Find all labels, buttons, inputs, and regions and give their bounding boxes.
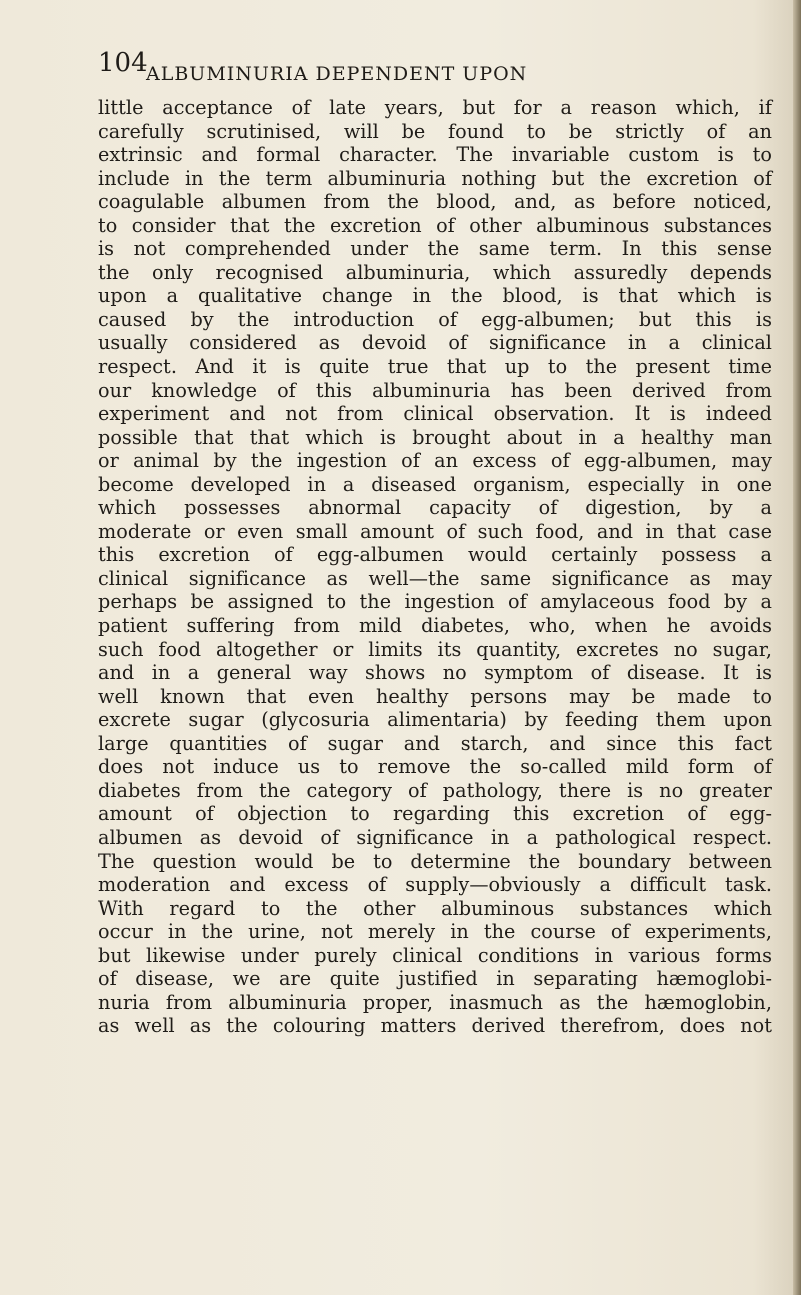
- text-line: excrete sugar (glycosuria alimentaria) by feeding them upon: [98, 708, 772, 732]
- page-binding-edge: [793, 0, 801, 1295]
- text-line: this excretion of egg-albumen would certainly possess a: [98, 543, 772, 567]
- body-text: [98, 96, 772, 1276]
- text-line: or animal by the ingestion of an excess of egg-albumen, may: [98, 449, 772, 473]
- text-line: but likewise under purely clinical conditions in various forms: [98, 943, 772, 967]
- running-title: ALBUMINURIA DEPENDENT UPON: [146, 63, 528, 85]
- text-line: patient suffering from mild diabetes, who, when he avoids: [98, 614, 772, 638]
- text-line: large quantities of sugar and starch, and since this fact: [98, 731, 772, 755]
- text-line: experiment and not from clinical observation. It is indeed: [98, 402, 772, 426]
- text-line: which possesses abnormal capacity of digestion, by a: [98, 496, 772, 520]
- text-line: the only recognised albuminuria, which assuredly depends: [98, 260, 772, 284]
- text-line: become developed in a diseased organism, especially in one: [98, 472, 772, 496]
- text-line: of disease, we are quite justified in separating hæmoglobi-: [98, 967, 772, 991]
- text-line: is not comprehended under the same term. In this sense: [98, 237, 772, 261]
- text-line: as well as the colouring matters derived therefrom, does not: [98, 1014, 772, 1038]
- text-line: moderate or even small amount of such food, and in that case: [98, 519, 772, 543]
- text-line: clinical significance as well—the same significance as may: [98, 566, 772, 590]
- text-line: diabetes from the category of pathology, there is no greater: [98, 778, 772, 802]
- text-line: our knowledge of this albuminuria has been derived from: [98, 378, 772, 402]
- page-number: 104: [98, 48, 148, 78]
- text-line: respect. And it is quite true that up to the present time: [98, 355, 772, 379]
- text-line: such food altogether or limits its quantity, excretes no sugar,: [98, 637, 772, 661]
- text-line: nuria from albuminuria proper, inasmuch as the hæmoglobin,: [98, 990, 772, 1014]
- running-head: [98, 50, 718, 90]
- text-line: carefully scrutinised, will be found to be strictly of an: [98, 119, 772, 143]
- text-line: to consider that the excretion of other albuminous substances: [98, 213, 772, 237]
- text-line: perhaps be assigned to the ingestion of amylaceous food by a: [98, 590, 772, 614]
- text-line: usually considered as devoid of significance in a clinical: [98, 331, 772, 355]
- text-line: include in the term albuminuria nothing but the excretion of: [98, 166, 772, 190]
- text-line: possible that that which is brought about in a healthy man: [98, 425, 772, 449]
- text-line: occur in the urine, not merely in the course of experiments,: [98, 920, 772, 944]
- text-line: amount of objection to regarding this excretion of egg-: [98, 802, 772, 826]
- text-line: With regard to the other albuminous substances which: [98, 896, 772, 920]
- text-line: does not induce us to remove the so-called mild form of: [98, 755, 772, 779]
- text-line: moderation and excess of supply—obviously a difficult task.: [98, 873, 772, 897]
- text-line: well known that even healthy persons may be made to: [98, 684, 772, 708]
- text-line: The question would be to determine the boundary between: [98, 849, 772, 873]
- text-line: and in a general way shows no symptom of disease. It is: [98, 661, 772, 685]
- text-line: coagulable albumen from the blood, and, as before noticed,: [98, 190, 772, 214]
- text-line: albumen as devoid of significance in a pathological respect.: [98, 825, 772, 849]
- text-line: caused by the introduction of egg-albumen; but this is: [98, 307, 772, 331]
- text-line: upon a qualitative change in the blood, is that which is: [98, 284, 772, 308]
- text-line: extrinsic and formal character. The invariable custom is to: [98, 143, 772, 167]
- text-line: little acceptance of late years, but for a reason which, if: [98, 96, 772, 119]
